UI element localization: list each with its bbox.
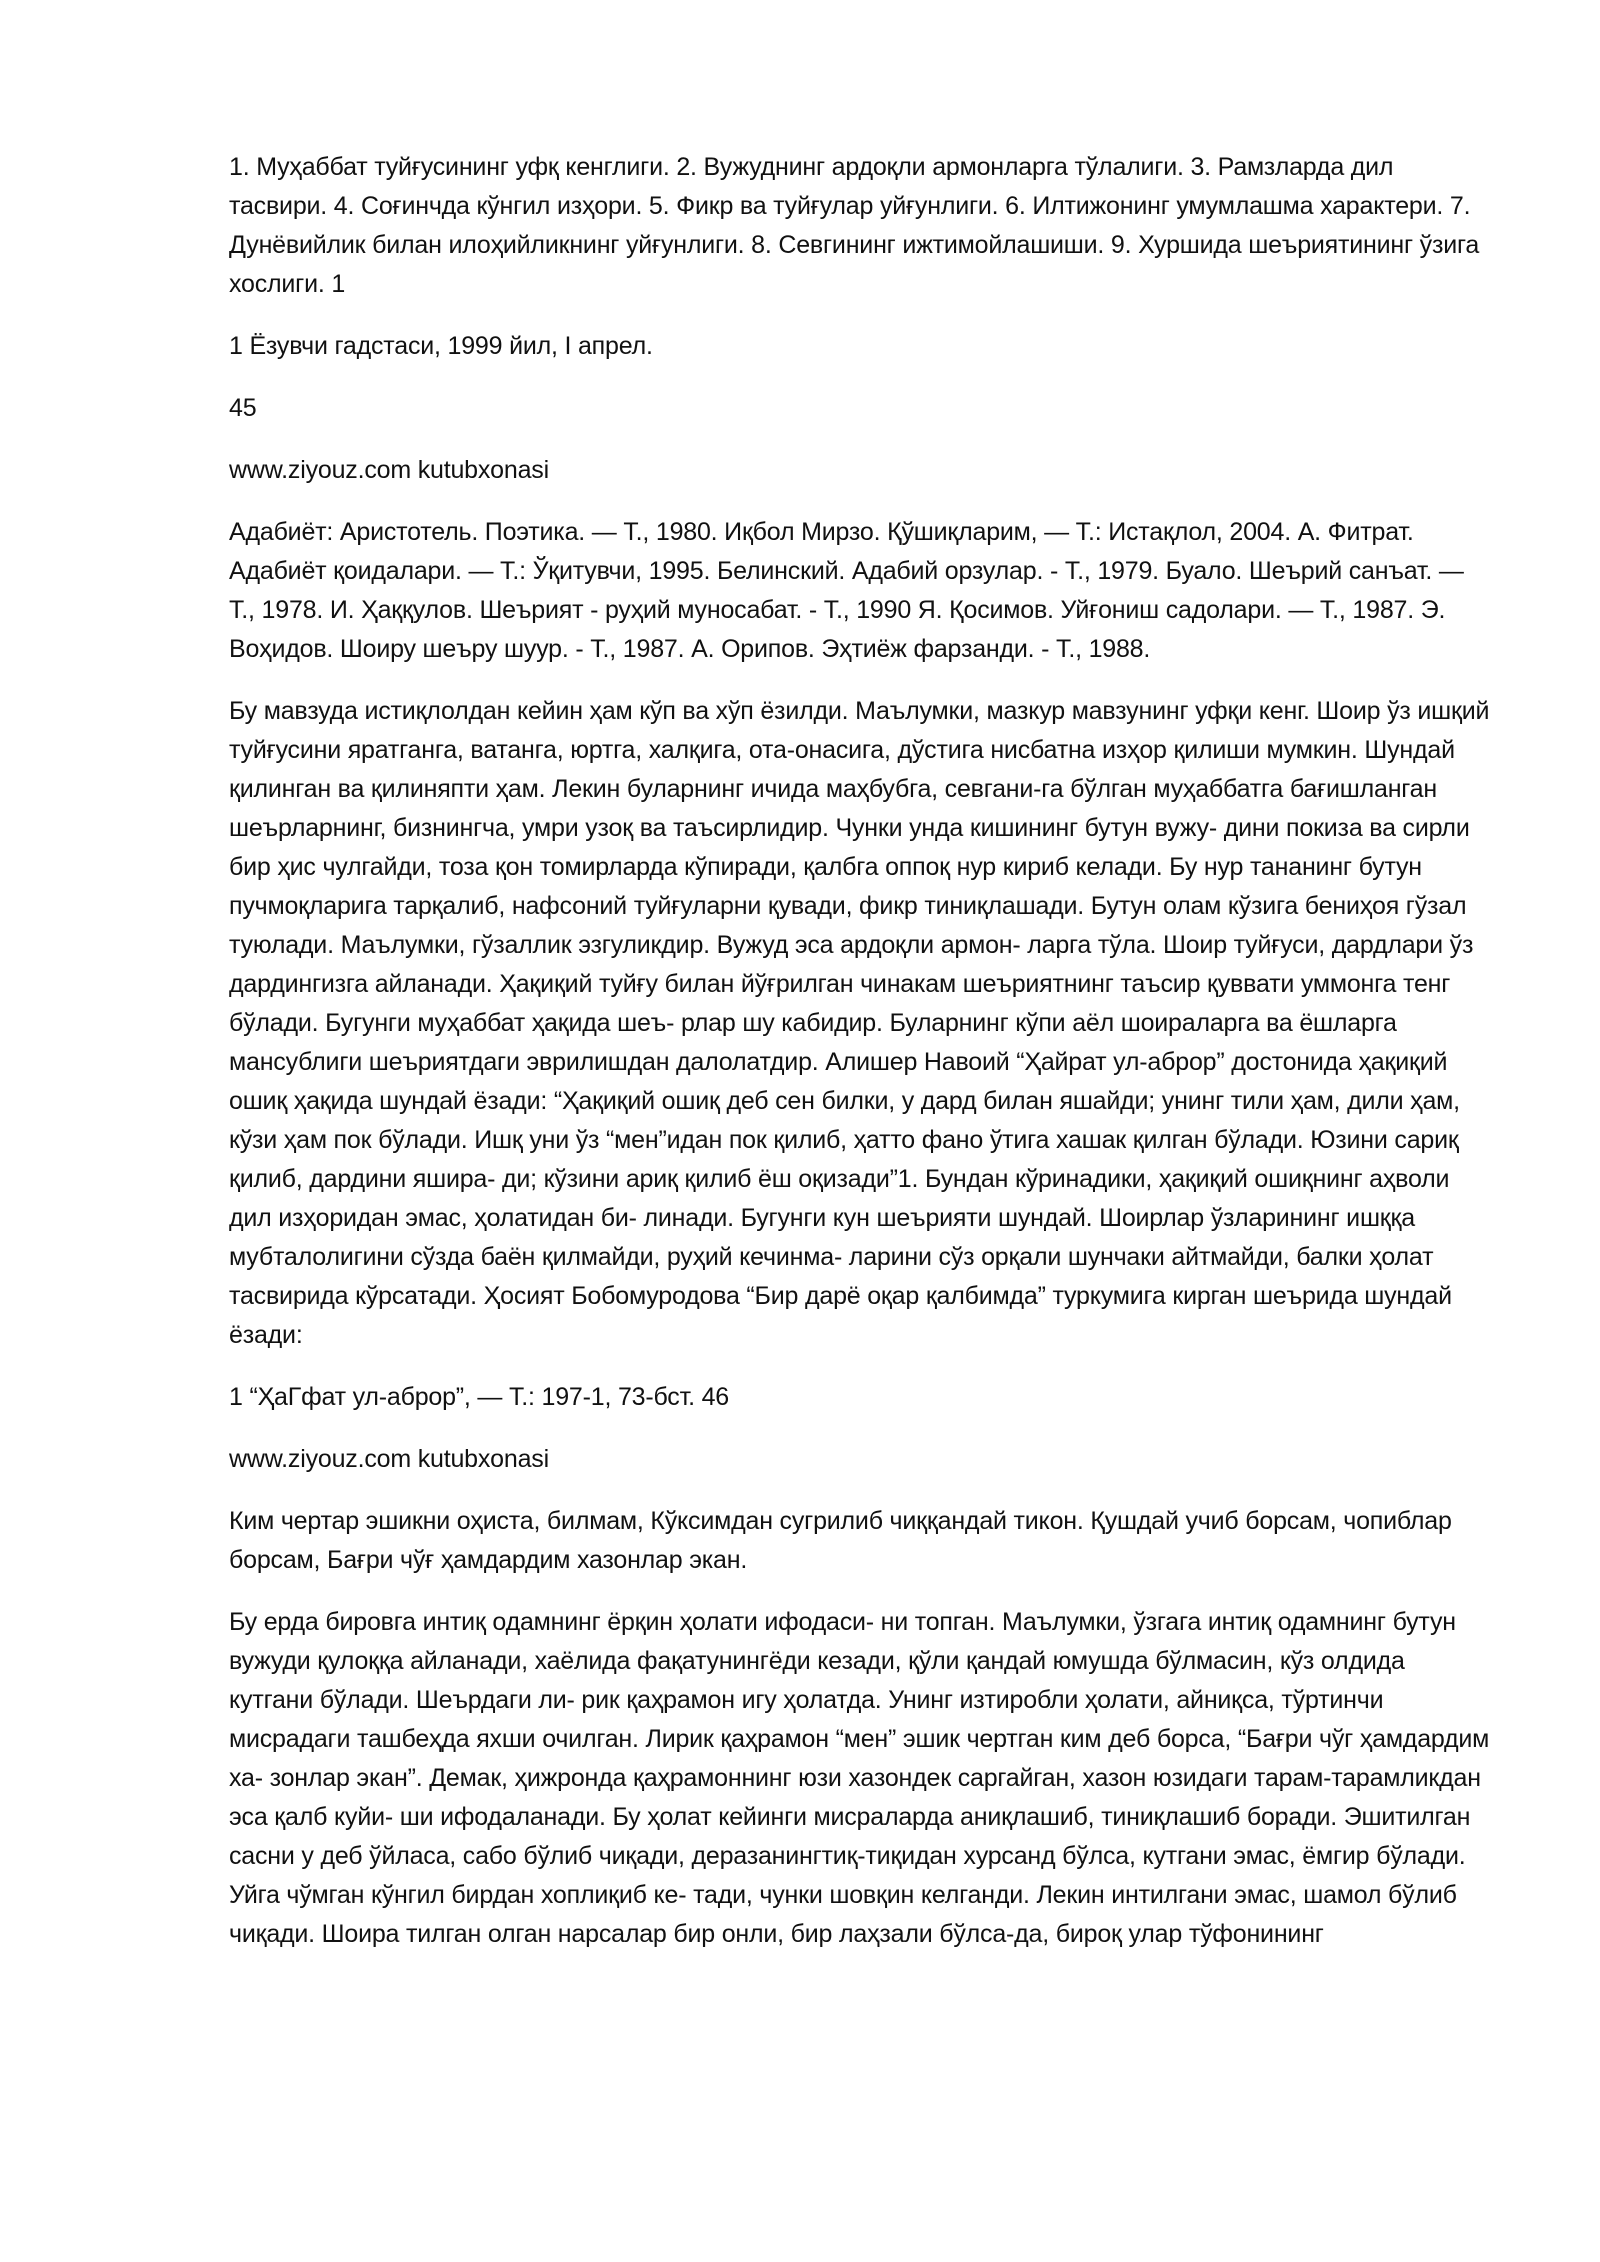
page-content xyxy=(229,148,1495,1977)
page-number: 45 xyxy=(229,394,257,422)
paragraph-analysis: Бу ерда бировга интиқ одамнинг ёрқин ҳолати ифодаси- ни топган. Маълумки, ўзгага интиқ одамнинг бутун вужуди қулоққа айланади, хаёлида фақатунингёди кезади, қўли қандай юмушда бўлмасин, кўз олдида кутгани бўлади. Шеърдаги ли- рик қаҳрамон игу ҳолатда. Унинг изтиробли ҳолати, айниқса, тўртинчи мисрадаги ташбеҳда яхши очилган. Лирик қаҳрамон “мен” эшик чертган ким деб борса, “Бағри чўг ҳамдардим ха- зонлар экан”. Демак, ҳижронда қаҳрамоннинг юзи хазондек саргайган, хазон юзидаги тарам-тарамликдан эса қалб куйи- ши ифодаланади. Бу ҳолат кейинги мисраларда аниқлашиб, тиниқлашиб боради. Эшитилган сасни у деб ўйласа, сабо бўлиб чиқади, деразанингтиқ-тиқидан хурсанд бўлса, кутгани эмас, ёмгир бўлади. Уйга чўмган кўнгил бирдан хоплиқиб ке- тади, чунки шовқин келганди. Лекин интилгани эмас, шамол бўлиб чиқади. Шоира тилган олган нарсалар бир онли, бир лаҳзали бўлса-да, бироқ улар тўфонининг xyxy=(229,1608,1490,1948)
paragraph-main-text: Бу мавзуда истиқлолдан кейин ҳам кўп ва хўп ёзилди. Маълумки, мазкур мавзунинг уфқи кенг. Шоир ўз ишқий туйғусини яратганга, ватанга, юртга, халқига, ота-онасига, дўстига нисбатна изҳор қилиши мумкин. Шундай қилинган ва қилиняпти ҳам. Лекин буларнинг ичида маҳбубга, севгани-га бўлган муҳаббатга бағишланган шеърларнинг, бизнингча, умри узоқ ва таъсирлидир. Чунки унда кишининг бутун вужу- дини покиза ва сирли бир ҳис чулгайди, тоза қон томирларда кўпиради, қалбга оппоқ нур кириб келади. Бу нур тананинг бутун пучмоқларига тарқалиб, нафсоний туйғуларни қувади, фикр тиниқлашади. Бутун олам кўзига бениҳоя гўзал туюлади. Маълумки, гўзаллик эзгуликдир. Вужуд эса ардоқли армон- ларга тўла. Шоир туйғуси, дардлари ўз дардингизга айланади. Ҳақиқий туйғу билан йўғрилган чинакам шеъриятнинг таъсир қуввати уммонга тенг бўлади. Бугунги муҳаббат ҳақида шеъ- рлар шу кабидир. Буларнинг кўпи аёл шоираларга ва ёшларга мансублиги шеъриятдаги эврилишдан далолатдир. Алишер Навоий “Ҳайрат ул-аброр” достонида ҳақиқий ошиқ ҳақида шундай ёзади: “Ҳақиқий ошиқ деб сен билки, у дард билан яшайди; унинг тили ҳам, дили ҳам, кўзи ҳам пок бўлади. Ишқ уни ўз “мен”идан пок қилиб, ҳатто фано ўтига хашак қилган бўлади. Юзини сариқ қилиб, дардини яшира- ди; кўзини ариқ қилиб ёш оқизади”1. Бундан кўринадики, ҳақиқий ошиқнинг аҳволи дил изҳоридан эмас, ҳолатидан би- линади. Бугунги кун шеърияти шундай. Шоирлар ўзларининг ишққа мубталолигини сўзда баён қилмайди, руҳий кечинма- ларини сўз орқали шунчаки айтмайди, балки ҳолат тасвирида кўрсатади. Ҳосият Бобомуродова “Бир дарё оқар қалбимда” туркумига кирган шеърида шундай ёзади: xyxy=(229,697,1490,1349)
footnote-2: 1 “ҲаГфат ул-аброр”, — Т.: 197-1, 73-бст. 46 xyxy=(229,1383,729,1411)
footnote-1: 1 Ёзувчи гадстаси, 1999 йил, I апрел. xyxy=(229,332,653,360)
paragraph-topics: 1. Муҳаббат туйғусининг уфқ кенглиги. 2. Вужуднинг ардоқли армонларга тўлалиги. 3. Рамзларда дил тасвири. 4. Соғинчда кўнгил изҳори. 5. Фикр ва туйғулар уйғунлиги. 6. Илтижонинг умумлашма характери. 7. Дунёвийлик билан илоҳийликнинг уйғунлиги. 8. Севгининг ижтимойлашиши. 9. Хуршида шеъриятининг ўзига хослиги. 1 xyxy=(229,153,1480,298)
paragraph-literature: Адабиёт: Аристотель. Поэтика. — Т., 1980. Иқбол Мирзо. Қўшиқларим, — Т.: Истақлол, 2004. А. Фитрат. Адабиёт қоидалари. — Т.: Ўқитувчи, 1995. Белинский. Адабий орзулар. - Т., 1979. Буало. Шеърий санъат. — Т., 1978. И. Ҳаққулов. Шеърият - руҳий муносабат. - Т., 1990 Я. Қосимов. Уйғониш садолари. — Т., 1987. Э. Воҳидов. Шоиру шеъру шуур. - Т., 1987. А. Орипов. Эҳтиёж фарзанди. - Т., 1988. xyxy=(229,518,1464,663)
source-watermark-2: www.ziyouz.com kutubxonasi xyxy=(229,1445,549,1473)
poem-excerpt: Ким чертар эшикни оҳиста, билмам, Кўксимдан сугрилиб чиққандай тикон. Қушдай учиб борсам, чопиблар борсам, Бағри чўғ ҳамдардим хазонлар экан. xyxy=(229,1507,1452,1574)
source-watermark: www.ziyouz.com kutubxonasi xyxy=(229,456,549,484)
